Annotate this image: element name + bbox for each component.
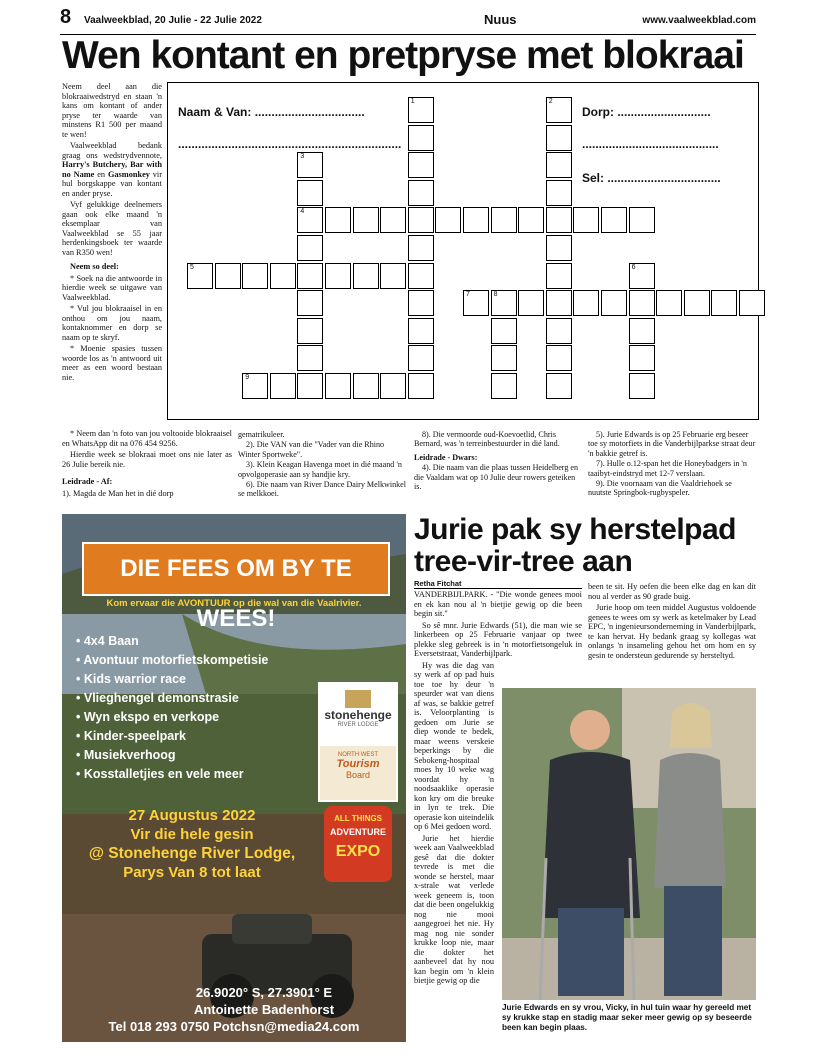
- across-clue: 5). Jurie Edwards is op 25 Februarie erg beseer toe sy motorfiets in die Vanderbijlparkse straat deur 'n bakkie getref is.: [588, 430, 756, 458]
- crossword-cell[interactable]: [711, 290, 737, 316]
- crossword-cell[interactable]: [629, 318, 655, 344]
- crossword-cell[interactable]: [656, 290, 682, 316]
- how-step: * Vul jou blokraaisel in en onthou om jou naam, kontaknommer en dorp se naam op te skryf.: [62, 304, 162, 342]
- crossword-cell[interactable]: [353, 207, 379, 233]
- crossword-cell[interactable]: [408, 125, 434, 151]
- crossword-cell[interactable]: [491, 373, 517, 399]
- advert-date-block: [62, 806, 322, 882]
- contact-details[interactable]: Tel 018 293 0750 Potchsn@media24.com: [108, 1019, 360, 1034]
- crossword-cell[interactable]: [629, 345, 655, 371]
- crossword-cell[interactable]: [629, 373, 655, 399]
- crossword-cell[interactable]: [297, 318, 323, 344]
- advert-activity-item: • Avontuur motorfietskompetisie: [76, 651, 286, 670]
- down-clue: 6). Die naam van River Dance Dairy Melkwinkel se melkkoei.: [238, 480, 407, 499]
- town-field-line[interactable]: .........................................: [582, 137, 719, 151]
- crossword-cell[interactable]: [408, 373, 434, 399]
- adventure-expo-logo: [324, 806, 392, 882]
- crossword-cell[interactable]: [408, 207, 434, 233]
- crossword-cell[interactable]: [380, 207, 406, 233]
- advert-activity-item: • Musiekverhoog: [76, 746, 286, 765]
- site-url[interactable]: www.vaalweekblad.com: [642, 15, 756, 26]
- advert-subtitle: Kom ervaar die AVONTUUR op die wal van die Vaalrivier.: [106, 598, 362, 609]
- crossword-cell[interactable]: [408, 97, 434, 123]
- town-field-label[interactable]: Dorp: ............................: [582, 105, 711, 119]
- how-title: Neem so deel:: [70, 262, 119, 271]
- advert-activity-item: • Wyn ekspo en verkope: [76, 708, 286, 727]
- tourism-logo-line3: Board: [345, 770, 371, 780]
- article-paragraph: Jurie het hierdie week aan Vaalweekblad gesê dat die dokter tevrede is met die wonde se herstel, maar x-strale wat verlede week geneem is, toon dat die been ongelukkig nog nie mooi aangegroei het nie. Hy mag nog nie sonder krukke loop nie, maar die dokter het aanbeveel dat hy nou kan begin om 'n klein bietjie gewig op die: [414, 833, 494, 985]
- crossword-cell[interactable]: [546, 235, 572, 261]
- crossword-cell[interactable]: [215, 263, 241, 289]
- across-clue: 7). Hulle o.12-span het die Honeybadgers in 'n taaibyt-eindstryd met 12-7 verslaan.: [588, 459, 747, 478]
- crossword-clue-number: 1: [410, 98, 415, 105]
- crossword-cell[interactable]: [297, 263, 323, 289]
- crossword-cell[interactable]: [353, 373, 379, 399]
- crossword-cell[interactable]: [242, 373, 268, 399]
- crossword-cell[interactable]: [546, 152, 572, 178]
- crossword-cell[interactable]: [491, 345, 517, 371]
- advert-activity-list: [76, 632, 286, 784]
- issue-date: Vaalweekblad, 20 Julie - 22 Julie 2022: [84, 15, 262, 26]
- crossword-cell[interactable]: [297, 152, 323, 178]
- event-date: 27 Augustus 2022: [128, 807, 256, 824]
- intro-paragraph: Neem deel aan die blokraaiwedstryd en staan 'n kans om kontant of ander pryse ter waarde van minstens R1 500 per maand te wen!: [62, 82, 162, 139]
- crossword-cell[interactable]: [187, 263, 213, 289]
- crossword-cell[interactable]: [325, 207, 351, 233]
- down-clues-title: Leidrade - Af:: [62, 477, 113, 486]
- stonehenge-logo: [318, 682, 398, 746]
- sponsor-text-end: vir hul borgskappe van kontant en ander pryse.: [62, 169, 162, 198]
- down-clue: 1). Magda de Man het in dié dorp: [62, 488, 174, 498]
- stonehenge-logo-sub: RIVER LODGE: [337, 722, 379, 728]
- crossword-cell[interactable]: [297, 345, 323, 371]
- intro-column: [62, 82, 162, 384]
- advert-activity-item: • Kids warrior race: [76, 670, 286, 689]
- down-clue: gematrikuleer.: [238, 430, 285, 439]
- crossword-cell[interactable]: [546, 97, 572, 123]
- crossword-cell[interactable]: [629, 207, 655, 233]
- crossword-cell[interactable]: [491, 318, 517, 344]
- event-venue: @ Stonehenge River Lodge,: [88, 845, 296, 862]
- crossword-cell[interactable]: [463, 290, 489, 316]
- crossword-cell[interactable]: [297, 207, 323, 233]
- page-header: [60, 6, 756, 35]
- crossword-cell[interactable]: [629, 290, 655, 316]
- how-step: * Soek na die antwoorde in hierdie week se uitgawe van Vaalweekblad.: [62, 273, 162, 302]
- crossword-cell[interactable]: [739, 290, 765, 316]
- crossword-cell[interactable]: [546, 290, 572, 316]
- how-step: * Neem dan 'n foto van jou voltooide blokraaisel en WhatsApp dit na 076 454 9256.: [62, 429, 232, 448]
- intro-continued: [62, 429, 232, 500]
- crossword-cell[interactable]: [601, 290, 627, 316]
- sponsor-text: Vaalweekblad bedank graag ons wedstrydvennote,: [62, 141, 162, 160]
- article-headline: [414, 514, 758, 578]
- crossword-cell[interactable]: [546, 318, 572, 344]
- crossword-cell[interactable]: [491, 207, 517, 233]
- article-column-2: [588, 582, 756, 662]
- expo-logo-line2: ADVENTURE: [329, 827, 386, 837]
- crossword-cell[interactable]: [546, 125, 572, 151]
- advert-title: DIE FEES OM BY TE WEES!: [82, 542, 390, 596]
- page-number: 8: [60, 6, 72, 28]
- crossword-cell[interactable]: [546, 263, 572, 289]
- crossword-cell[interactable]: [629, 263, 655, 289]
- crossword-cell[interactable]: [408, 152, 434, 178]
- event-audience: Vir die hele gesin: [130, 826, 254, 843]
- crossword-cell[interactable]: [408, 290, 434, 316]
- sponsor-and: en: [94, 169, 108, 179]
- expo-logo-line1: ALL THINGS: [334, 814, 382, 823]
- crossword-cell[interactable]: [573, 207, 599, 233]
- article-headline-line2: tree-vir-tree aan: [414, 545, 633, 578]
- crossword-cell[interactable]: [380, 263, 406, 289]
- crossword-clue-number: 5: [190, 263, 194, 271]
- photo-illustration: [502, 688, 756, 1000]
- crossword-clue-number: 7: [466, 291, 470, 299]
- crossword-cell[interactable]: [242, 263, 268, 289]
- crossword-cell[interactable]: [463, 207, 489, 233]
- how-step: * Moenie spasies tussen woorde los as 'n antwoord uit meer as een woord bestaan nie.: [62, 344, 162, 382]
- crossword-cell[interactable]: [408, 263, 434, 289]
- name-field-line[interactable]: ...................................................................: [178, 137, 402, 151]
- crossword-clue-number: 6: [631, 263, 636, 271]
- article-paragraph: Hy was die dag van sy werk af op pad huis toe toe hy deur 'n speurder wat van diens af was, se bakkie getref is. Veloorplanting is gedoen om Jurie se diep wonde te bedek, maar weens verskeie beperkings by die Sebokeng-hospitaal moes hy 10 weke wag voordat hy 'n noodsaaklike operasie kon kry om die breuke in lyn te trek. Die operasie kon uiteindelik op 6 Mei gedoen word.: [414, 660, 494, 831]
- crossword-cell[interactable]: [518, 290, 544, 316]
- crossword-cell[interactable]: [297, 373, 323, 399]
- crossword-cell[interactable]: [270, 263, 296, 289]
- event-time: Parys Van 8 tot laat: [123, 864, 261, 881]
- crossword-cell[interactable]: [684, 290, 710, 316]
- article-byline: Retha Fitchat: [414, 579, 582, 589]
- down-clue: 3). Klein Keagan Havenga moet in dié maand 'n opvolgoperasie aan sy handjie kry.: [238, 460, 402, 479]
- crossword-cell[interactable]: [518, 207, 544, 233]
- crossword-box: [167, 82, 759, 420]
- across-clue: 9). Die voornaam van die Vaaldriehoek se nuutste Springbok-rugbyspeler.: [588, 479, 732, 498]
- tourism-logo-line1: NORTH WEST: [337, 752, 379, 758]
- article-paragraph: VANDERBIJLPARK. - "Die wonde genees mooi en ek kan nou al 'n bietjie gewig op die been begin sit.": [414, 590, 582, 618]
- tourism-board-logo: [318, 744, 398, 802]
- sponsor-name: Gasmonkey: [107, 169, 150, 179]
- crossword-cell[interactable]: [408, 180, 434, 206]
- crossword-clue-number: 3: [300, 153, 305, 161]
- crossword-cell[interactable]: [573, 290, 599, 316]
- gps-coordinates: 26.9020° S, 27.3901° E: [195, 985, 333, 1000]
- crossword-cell[interactable]: [546, 180, 572, 206]
- down-clue: 8). Die vermoorde oud-Koevoetlid, Chris Bernard, was 'n terreinbestuurder in dié land.: [414, 430, 560, 449]
- page-headline: Wen kontant en pretpryse met blokraai: [62, 34, 744, 77]
- advert-activity-item: • 4x4 Baan: [76, 632, 286, 651]
- crossword-cell[interactable]: [325, 263, 351, 289]
- crossword-cell[interactable]: [297, 235, 323, 261]
- advert-activity-item: • Kinder-speelpark: [76, 727, 286, 746]
- crossword-cell[interactable]: [270, 373, 296, 399]
- section-name: Nuus: [484, 12, 517, 27]
- crossword-cell[interactable]: [546, 345, 572, 371]
- sponsor-names: Harry's Butchery, Bar with no Name: [62, 160, 162, 179]
- crossword-cell[interactable]: [408, 318, 434, 344]
- crossword-cell[interactable]: [297, 290, 323, 316]
- crossword-cell[interactable]: [546, 373, 572, 399]
- article-headline-line1: Jurie pak sy herstelpad: [414, 513, 736, 546]
- festival-advert[interactable]: [62, 514, 406, 1042]
- expo-logo-line3: EXPO: [335, 843, 381, 860]
- name-field-label[interactable]: Naam & Van: .................................: [178, 105, 365, 119]
- deadline-paragraph: Hierdie week se blokraai moet ons nie later as 26 Julie bereik nie.: [62, 450, 232, 469]
- photo-caption: Jurie Edwards en sy vrou, Vicky, in hul tuin waar hy gereeld met sy krukke stap en stadig maar seker meer gewig op sy beseerde been kan begin plaas.: [502, 1003, 752, 1032]
- crossword-clue-number: 2: [548, 98, 553, 105]
- clue-column-2: [238, 430, 408, 500]
- across-clue: 4). Die naam van die plaas tussen Heidelberg en die Vaaldam wat op 10 Julie deur rowers geteiken is.: [414, 463, 579, 492]
- advert-activity-item: • Kosstalletjies en vele meer: [76, 765, 286, 784]
- crossword-cell[interactable]: [297, 180, 323, 206]
- contact-name: Antoinette Badenhorst: [193, 1002, 335, 1017]
- advert-contact: [62, 984, 406, 1035]
- advert-activity-item: • Vlieghengel demonstrasie: [76, 689, 286, 708]
- crossword-cell[interactable]: [408, 345, 434, 371]
- crossword-cell[interactable]: [546, 207, 572, 233]
- tourism-logo-line2: Tourism: [336, 758, 380, 770]
- crossword-cell[interactable]: [380, 373, 406, 399]
- article-paragraph: Jurie hoop om teen middel Augustus voldoende genees te wees om sy werk as ketelmaker by Lead EPC, 'n ingenieursonderneming in Vanderbijlpark, te kan hervat. Hy bedank graag sy kollegas wat onlangs 'n insameling gehou het om hom en sy gesin te ondersteun gedurende sy hersteltyd.: [588, 603, 756, 660]
- cell-field-label[interactable]: Sel: ..................................: [582, 171, 721, 185]
- crossword-clue-number: 4: [300, 208, 305, 216]
- couple-photo: [502, 688, 756, 1000]
- crossword-cell[interactable]: [491, 290, 517, 316]
- crossword-clue-number: 8: [493, 291, 498, 299]
- clue-column-4: [588, 430, 756, 499]
- crossword-cell[interactable]: [353, 263, 379, 289]
- article-paragraph: been te sit. Hy oefen die been elke dag en kan dit nou al verder as 90 grade buig.: [588, 582, 756, 601]
- clue-column-3: [414, 430, 582, 492]
- crossword-cell[interactable]: [601, 207, 627, 233]
- crossword-cell[interactable]: [435, 207, 461, 233]
- sponsors-paragraph: [62, 141, 162, 198]
- crossword-cell[interactable]: [325, 373, 351, 399]
- prize-paragraph: Vyf gelukkige deelnemers gaan ook elke maand 'n eksemplaar van Vaalweekblad se 55 jaar herdenkingsboek ter waarde van R350 wen!: [62, 200, 162, 257]
- across-clues-title: Leidrade - Dwars:: [414, 452, 478, 462]
- down-clue: 2). Die VAN van die "Vader van die Rhino Winter Sportweke".: [238, 440, 385, 459]
- article-paragraph: So sê mnr. Jurie Edwards (51), die man wie se linkerbeen op 25 Februarie vanjaar op twee plekke sleg gebreek is in 'n motorfietsongeluk in Eversetstraat, Vanderbijlpark.: [414, 620, 582, 658]
- crossword-cell[interactable]: [408, 235, 434, 261]
- crossword-clue-number: 9: [245, 374, 250, 381]
- stonehenge-logo-text: stonehenge: [324, 708, 392, 722]
